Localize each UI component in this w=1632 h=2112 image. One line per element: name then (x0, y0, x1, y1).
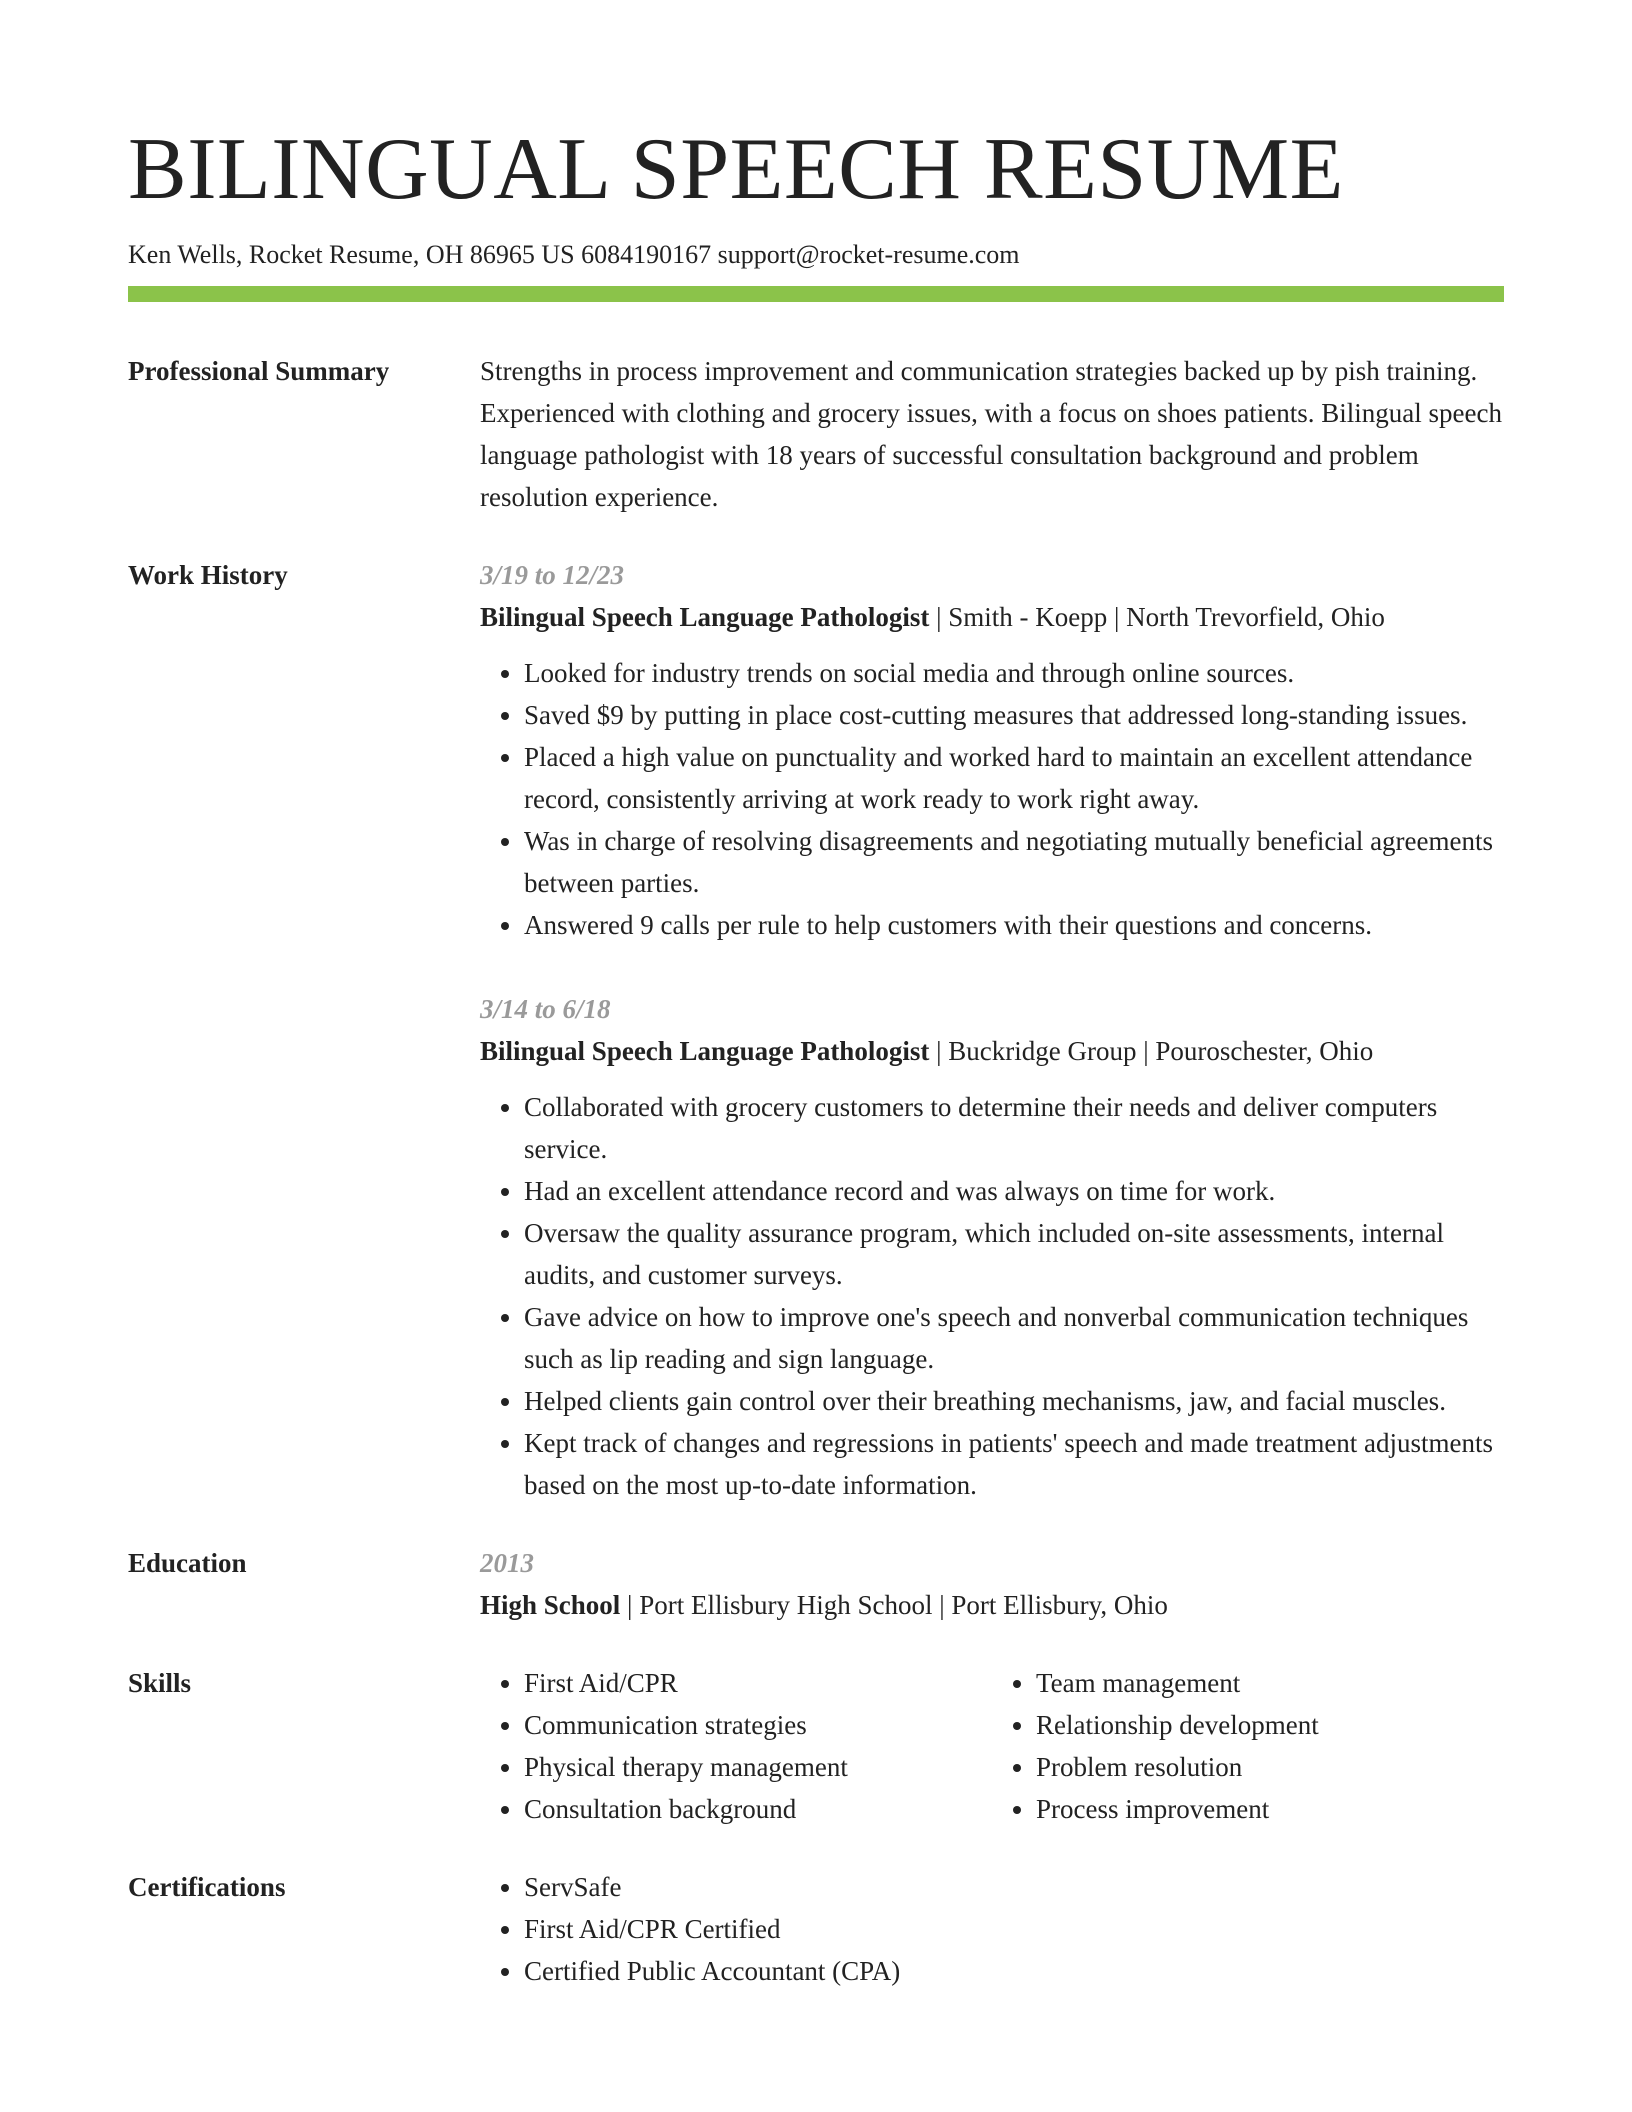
section-label: Professional Summary (128, 356, 390, 386)
skills-list-left (480, 1662, 992, 1830)
section-label: Education (128, 1548, 247, 1578)
list-item: • First Aid/CPR Certified (524, 1908, 1504, 1950)
list-item: • Relationship development (1036, 1704, 1504, 1746)
education-degree: High School (480, 1590, 621, 1620)
contact-info: Ken Wells, Rocket Resume, OH 86965 US 6084190167 support@rocket-resume.com (128, 240, 1020, 269)
job-entry (480, 554, 1504, 946)
education-date: 2013 (480, 1548, 534, 1578)
list-item: • Process improvement (1036, 1788, 1504, 1830)
resume-body (128, 350, 1504, 2028)
job-title: Bilingual Speech Language Pathologist (480, 602, 930, 632)
education-entry (480, 1584, 1504, 1626)
list-item: • Was in charge of resolving disagreements and negotiating mutually beneficial agreements between parties. (524, 820, 1504, 904)
list-item: • Consultation background (524, 1788, 992, 1830)
list-item: • Looked for industry trends on social media and through online sources. (524, 652, 1504, 694)
section-content (480, 1662, 1504, 1830)
resume-header (128, 118, 1504, 272)
professional-summary-section (128, 350, 1504, 518)
certifications-list (480, 1866, 1504, 1992)
list-item: • First Aid/CPR (524, 1662, 992, 1704)
list-item: • Oversaw the quality assurance program, which included on-site assessments, internal audits, and customer surveys. (524, 1212, 1504, 1296)
list-item: • Answered 9 calls per rule to help customers with their questions and concerns. (524, 904, 1504, 946)
job-dates: 3/19 to 12/23 (480, 560, 625, 590)
section-content (480, 1542, 1504, 1626)
skills-section (128, 1662, 1504, 1830)
list-item: • Certified Public Accountant (CPA) (524, 1950, 1504, 1992)
list-item: • Placed a high value on punctuality and worked hard to maintain an excellent attendance record, consistently arriving at work ready to work right away. (524, 736, 1504, 820)
job-bullets (480, 652, 1504, 946)
list-item: • Helped clients gain control over their breathing mechanisms, jaw, and facial muscles. (524, 1380, 1504, 1422)
list-item: • Collaborated with grocery customers to determine their needs and deliver computers service. (524, 1086, 1504, 1170)
skills-list-right (992, 1662, 1504, 1830)
list-item: • Physical therapy management (524, 1746, 992, 1788)
job-title: Bilingual Speech Language Pathologist (480, 1036, 930, 1066)
list-item: • Gave advice on how to improve one's speech and nonverbal communication techniques such as lip reading and sign language. (524, 1296, 1504, 1380)
job-dates: 3/14 to 6/18 (480, 994, 611, 1024)
accent-divider (128, 286, 1504, 302)
section-label: Certifications (128, 1872, 286, 1902)
job-details: | Smith - Koepp | North Trevorfield, Ohio (929, 602, 1385, 632)
section-label: Skills (128, 1668, 192, 1698)
list-item: • Problem resolution (1036, 1746, 1504, 1788)
job-role (480, 1030, 1504, 1072)
list-item: • Had an excellent attendance record and was always on time for work. (524, 1170, 1504, 1212)
certifications-section (128, 1866, 1504, 1992)
list-item: • Communication strategies (524, 1704, 992, 1746)
list-item: • Kept track of changes and regressions in patients' speech and made treatment adjustments based on the most up-to-date information. (524, 1422, 1504, 1506)
section-content (480, 1866, 1504, 1992)
list-item: • ServSafe (524, 1866, 1504, 1908)
education-details: | Port Ellisbury High School | Port Ellisbury, Ohio (620, 1590, 1168, 1620)
summary-text: Strengths in process improvement and communication strategies backed up by pish training. Experienced with clothing and grocery issues, with a focus on shoes patients. Bilingual speech language pathologist with 18 years of successful consultation background and problem resolution experience. (480, 356, 1503, 512)
job-details: | Buckridge Group | Pouroschester, Ohio (929, 1036, 1374, 1066)
list-item: • Saved $9 by putting in place cost-cutting measures that addressed long-standing issues. (524, 694, 1504, 736)
job-entry (480, 988, 1504, 1506)
section-content (480, 554, 1504, 1506)
list-item: • Team management (1036, 1662, 1504, 1704)
work-history-section (128, 554, 1504, 1506)
resume-title: BILINGUAL SPEECH RESUME (128, 121, 1344, 218)
education-section (128, 1542, 1504, 1626)
section-content (480, 350, 1504, 518)
section-label: Work History (128, 560, 288, 590)
job-role (480, 596, 1504, 638)
job-bullets (480, 1086, 1504, 1506)
